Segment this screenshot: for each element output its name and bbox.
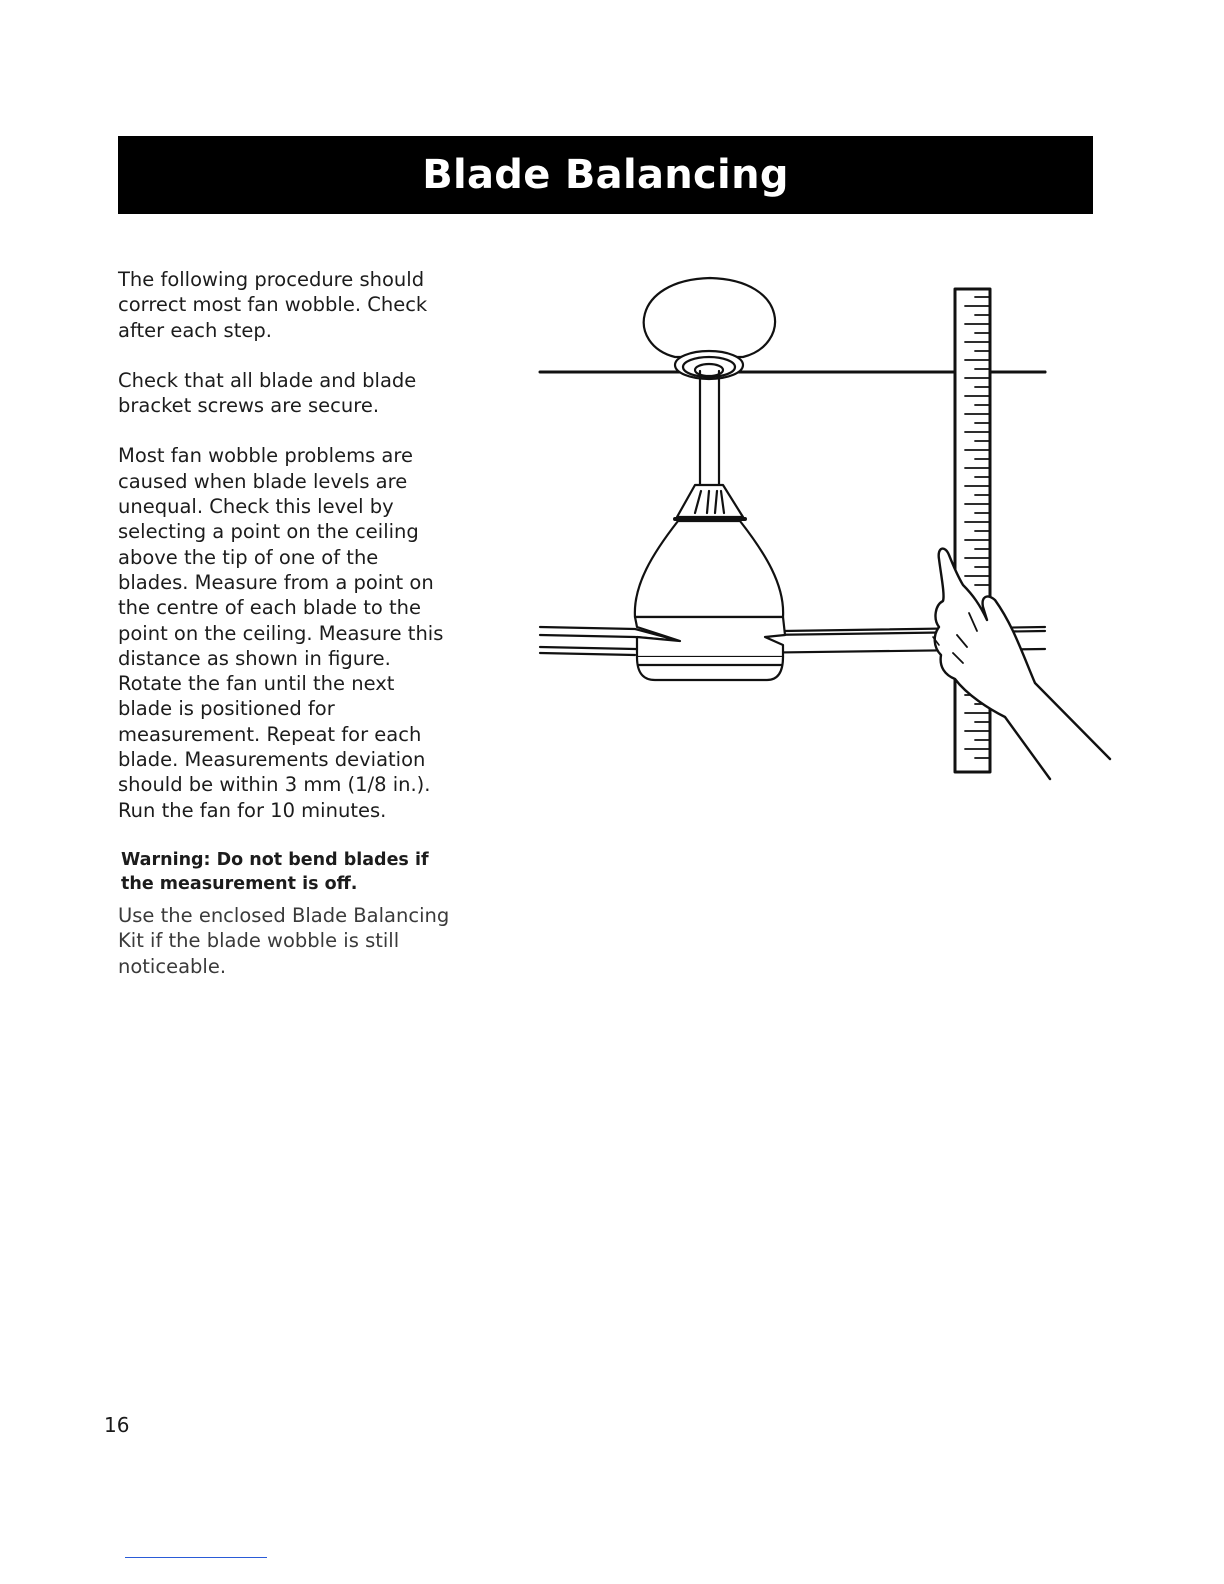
warning-text: Warning: Do not bend blades if the measurement is off. [121, 849, 429, 894]
title-bar [118, 136, 1093, 214]
footer-divider [125, 1557, 267, 1558]
balancing-kit-note: Use the enclosed Blade Balancing Kit if the blade wobble is still noticeable. [118, 903, 450, 978]
blade-balancing-figure [535, 275, 1125, 790]
page-title: Blade Balancing [422, 152, 789, 198]
instructions [118, 267, 453, 979]
procedure-paragraph: Most fan wobble problems are caused when blade levels are unequal. Check this level by selecting a point on the ceiling above the tip of one of the blades. Measure from a point on the centre of each blade to the point on the ceiling. Measure this distance as shown in figure. Rotate the fan until the next blade is positioned for measurement. Repeat for each blade. Measurements deviation should be within 3 mm (1/8 in.). Run the fan for 10 minutes. [118, 444, 444, 822]
screws-paragraph: Check that all blade and blade bracket screws are secure. [118, 368, 417, 418]
ceiling-fan-ruler-illustration-icon [535, 275, 1125, 790]
intro-paragraph: The following procedure should correct most fan wobble. Check after each step. [118, 268, 428, 342]
page-number: 16 [104, 1413, 130, 1437]
